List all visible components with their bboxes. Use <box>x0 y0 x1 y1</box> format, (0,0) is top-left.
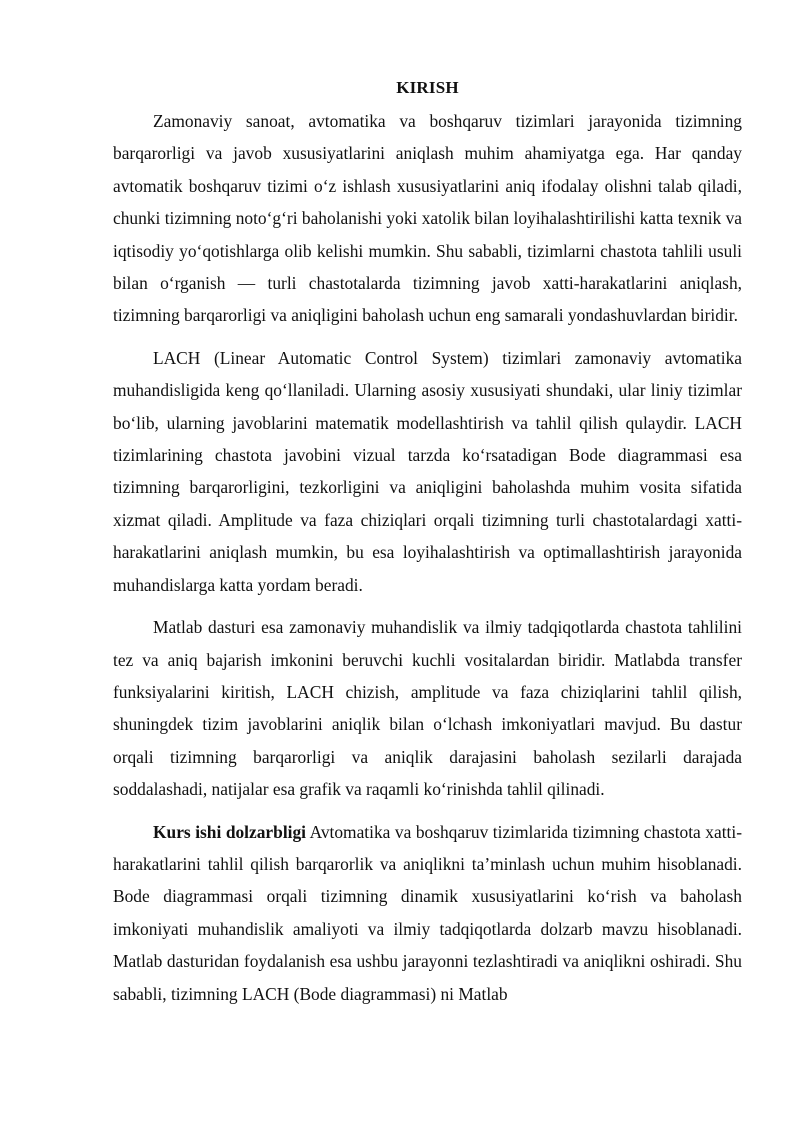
paragraph-text: LACH (Linear Automatic Control System) tizimlari zamonaviy avtomatika muhandisligida keng qo‘llaniladi. Ularning asosiy xususiyati shundaki, ular liniy tizimlar bo‘lib, ularning javoblarini matematik modellashtirish va tahlil qilish qulaydir. LACH tizimlarining chastota javobini vizual tarzda ko‘rsatadigan Bode diagrammasi esa tizimning barqarorligini, tezkorligini va aniqligini baholashda muhim vosita sifatida xizmat qiladi. Amplitude va faza chiziqlari orqali tizimning turli chastotalardagi xatti-harakatlarini aniqlash mumkin, bu esa loyihalashtirish va optimallashtirish jarayonida muhandislarga katta yordam beradi. <box>113 347 742 595</box>
paragraph-text: Zamonaviy sanoat, avtomatika va boshqaruv tizimlari jarayonida tizimning barqarorligi va javob xususiyatlarini aniqlash muhim ahamiyatga ega. Har qanday avtomatik boshqaruv tizimi o‘z ishlash xususiyatlarini aniq ifodalay olishni talab qiladi, chunki tizimning noto‘g‘ri baholanishi yoki xatolik bilan loyihalashtirilishi katta texnik va iqtisodiy yo‘qotishlarga olib kelishi mumkin. Shu sababli, tizimlarni chastota tahlili usuli bilan o‘rganish — turli chastotalarda tizimning javob xatti-harakatlarini aniqlash, tizimning barqarorligi va aniqligini baholash uchun eng samarali yondashuvlardan biridir. <box>113 111 742 326</box>
paragraph-lach <box>113 342 742 601</box>
paragraph-text: Avtomatika va boshqaruv tizimlarida tizimning chastota xatti-harakatlarini tahlil qilish barqarorlik va aniqlikni ta’minlash uchun muhim hisoblanadi. Bode diagrammasi orqali tizimning dinamik xususiyatlarini ko‘rish va baholash imkoniyati muhandislik amaliyoti va ilmiy tadqiqotlarda dolzarb mavzu hisoblanadi. Matlab dasturidan foydalanish esa ushbu jarayonni tezlashtiradi va aniqlikni oshiradi. Shu sababli, tizimning LACH (Bode diagrammasi) ni Matlab <box>113 821 742 1004</box>
paragraph-intro <box>113 105 742 332</box>
section-title: KIRISH <box>396 78 459 97</box>
relevance-heading: Kurs ishi dolzarbligi <box>153 821 307 842</box>
paragraph-text: Matlab dasturi esa zamonaviy muhandislik va ilmiy tadqiqotlarda chastota tahlilini tez va aniq bajarish imkonini beruvchi kuchli vositalardan biridir. Matlabda transfer funksiyalarini kiritish, LACH chizish, amplitude va faza chiziqlarini tahlil qilish, shuningdek tizim javoblarini aniqlik bilan o‘lchash imkoniyatlari mavjud. Bu dastur orqali tizimning barqarorligi va aniqlik darajasini baholash sezilarli darajada soddalashadi, natijalar esa grafik va raqamli ko‘rinishda tahlil qilinadi. <box>113 617 742 800</box>
paragraph-relevance <box>113 816 742 1010</box>
document-body <box>113 72 742 1020</box>
paragraph-matlab <box>113 611 742 805</box>
